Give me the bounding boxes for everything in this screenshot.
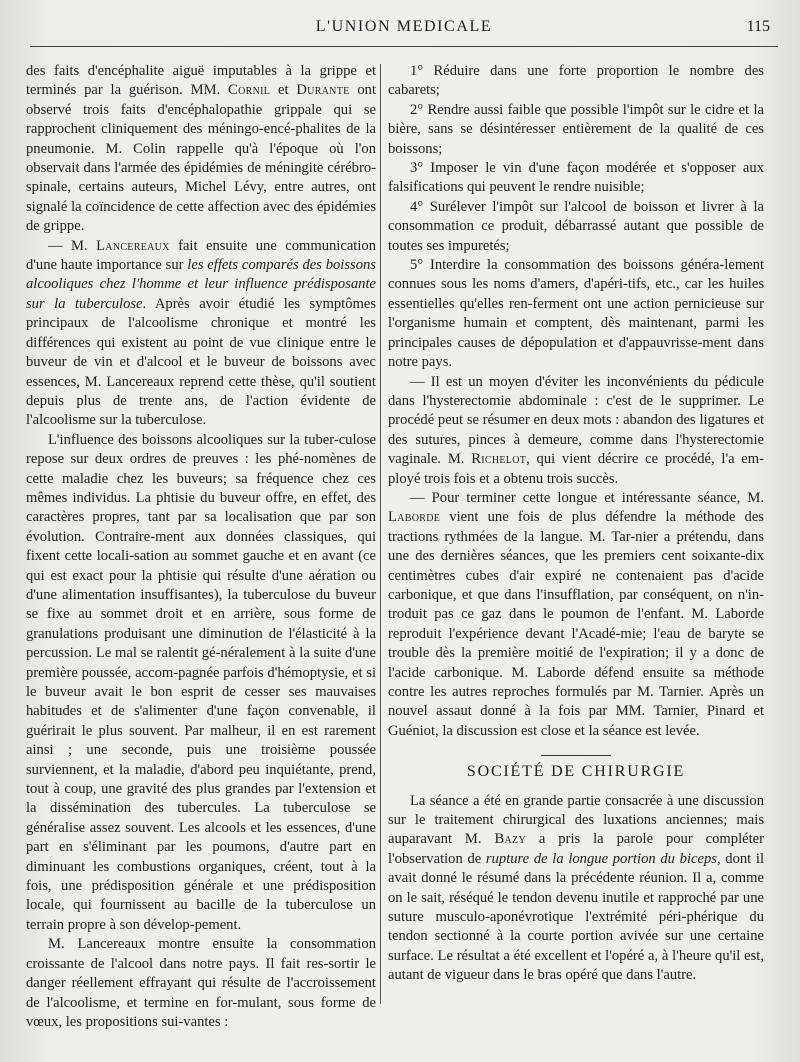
- text-run: fait ensuite une communication d'une haute importance sur: [26, 237, 377, 274]
- section-rule: [541, 755, 611, 756]
- paragraph-consommation: M. Lancereaux montre ensuite la consommation croissante de l'alcool dans notre pays. Il fait res-sortir le danger réellement effrayant qui résulte de l'accroissement de l'alcoolisme, et termine en for-mulant, sous forme de vœux, les propositions sui-vantes :: [26, 936, 376, 1030]
- text-run: — M.: [48, 237, 97, 254]
- text-run: vient une fois de plus défendre la méthode des tractions rythmées de la langue. M. Tar-nier a prétendu, dans une des dernières séances, que les premiers cent soixante-dix centimètres cubes d'air expiré ne contenaient pas d'acide carbonique, et que dans l'insufflation, par conséquent, on n'in-troduit pas ce gaz dans le poumon de l'enfant. M. Laborde reproduit l'expérience devant l'Acadé-mie; l'eau de baryte se trouble dès la première moitié de l'expiration; il y a donc de l'acide carbonique. M. Laborde défend ensuite sa méthode contre les autres reproches formulés par M. Tarnier. Après un nouvel assaut donné à la fois par MM. Tarnier, Pinard et Guéniot, la discussion est close et la séance est levée.: [388, 509, 764, 739]
- page-number: 115: [746, 18, 770, 35]
- author-name: Cornil: [228, 82, 271, 99]
- paragraph-laborde: [388, 489, 764, 741]
- proposition-1: 1° Réduire dans une forte proportion le nombre des cabarets;: [388, 63, 764, 99]
- author-name: Richelot: [471, 451, 527, 468]
- proposition-3: 3° Imposer le vin d'une façon modérée et s'opposer aux falsifications qui peuvent le rendre nuisible;: [388, 160, 764, 196]
- paragraph-hysterectomie: [388, 373, 764, 489]
- observation-title: rupture de la longue portion du biceps: [485, 850, 717, 867]
- author-name: Laborde: [388, 509, 441, 526]
- proposition-5: 5° Interdire la consommation des boissons généra-lement connues sous les noms d'amers, d'apéri-tifs, etc., car les huiles essentielles qu'elles ren-ferment ont une action pernicieuse sur l'organisme humain et comptent, dès maintenant, parmi les principales causes de dépopulation et d'appauvrisse-ment dans notre pays.: [388, 257, 764, 371]
- running-header: [28, 18, 780, 44]
- text-run: — Pour terminer cette longue et intéressante séance, M.: [410, 489, 764, 506]
- text-run: La séance a été en grande partie consacrée à une discussion sur le traitement chirurgical des luxations anciennes; mais auparavant M.: [388, 792, 764, 848]
- proposition-2: 2° Rendre aussi faible que possible l'impôt sur le cidre et la bière, sans se désintéresser entièrement de la qualité de ces boissons;: [388, 101, 764, 157]
- column-divider: [380, 64, 381, 1004]
- paragraph-encephalite: [26, 62, 376, 237]
- paragraph-chirurgie: [388, 792, 764, 986]
- paragraph-lancereaux: [26, 237, 376, 431]
- journal-title: L'UNION MEDICALE: [315, 18, 493, 35]
- text-run: a pris la parole pour compléter l'observation de: [388, 831, 764, 867]
- text-run: . Après avoir étudié les symptômes principaux de l'alcoolisme chronique et montré les différences qui existent au point de vue clinique entre le buveur de vin et d'alcool et le buveur de boissons avec essences, M. Lancereaux reprend cette thèse, qu'il soutient depuis plus de trente ans, de l'action évidente de l'alcoolisme sur la tuberculose.: [26, 295, 376, 429]
- proposition-4: 4° Surélever l'impôt sur l'alcool de boisson et livrer à la consommation ce produit, débarrassé autant que possible de toutes ses impuretés;: [388, 198, 764, 254]
- section-heading: [388, 755, 764, 781]
- text-run: — Il est un moyen d'éviter les inconvénients du pédicule dans l'hysterectomie abdominale : c'est de le supprimer. Le procédé peut se résumer en deux mots : abandon des ligatures et des sutures, pinces à demeure, comme dans l'hysterectomie vaginale. M.: [388, 373, 764, 468]
- communication-title: les effets comparés des boissons alcooliques chez l'homme et leur influence prédisposante sur la tuberculose: [26, 257, 376, 312]
- section-title: SOCIÉTÉ DE CHIRURGIE: [466, 763, 686, 781]
- text-run: et: [270, 82, 297, 99]
- left-column: [26, 62, 376, 1032]
- right-column: [388, 62, 764, 986]
- author-name: Lancereaux: [96, 237, 170, 254]
- text-run: , qui vient décrire ce procédé, l'a em-ployé trois fois et a obtenu trois succès.: [388, 451, 764, 487]
- text-run: des faits d'encéphalite aiguë imputables à la grippe et terminés par la guérison. MM.: [26, 63, 376, 99]
- author-name: Bazy: [494, 831, 526, 848]
- text-run: , dont il avait donné le résumé dans la précédente réunion. Il a, comme on le sait, réséqué le tendon devenu inutile et rapproché par une suture musculo-aponévrotique l'extrémité péri-phérique du tendon sectionné à la courte portion avivée sur une certaine surface. Le résultat a été excellent et l'opéré a, à l'heure qu'il est, autant de vigueur dans le bras opéré que dans l'autre.: [388, 850, 765, 984]
- paragraph-tuberculose: L'influence des boissons alcooliques sur la tuber-culose repose sur deux ordres de preuves : les phé-nomènes de cette maladie chez les buveurs; sa fréquence chez ces mêmes individus. La phtisie du buveur offre, en effet, des caractères propres, tant par sa localisation que par son évolution. Contraire-ment aux données classiques, qui fixent cette locali-sation au sommet gauche et en avant (ce qui est exact pour la phtisie qui résulte d'une aération ou d'une alimentation insuffisantes), la tuberculose du buveur se fixe au sommet droit et en arrière, sous forme de granulations produisant une diminution de l'élasticité à la percussion. Le mal se ralentit gé-néralement à la suite d'une première poussée, accom-pagnée parfois d'hémoptysie, et si le buveur avait le bon esprit de cesser ses mauvaises habitudes et de s'alimenter d'une façon convenable, il guérirait le plus souvent. Par malheur, il en est rarement ainsi ; une seconde, puis une troisième poussée surviennent, et la maladie, d'abord peu inquiétante, prend, tout à coup, une gravité des plus grandes par l'extension et la dissémination des tubercules. La tuberculose se généralise assez souvent. Les alcools et les essences, d'une part en s'éliminant par les poumons, d'autre part en diminuant les combustions organiques, créent, tout à la fois, une prédisposition générale et une prédisposition locale, qui fournissent au bacille de la tuberculose un terrain propre à son dévelop-pement.: [26, 431, 376, 933]
- author-name: Durante: [296, 82, 350, 99]
- header-rule: [30, 46, 778, 47]
- text-run: ont observé trois faits d'encéphalopathie grippale qui se rapprochent cliniquement des méningo-encé-phalites de la pneumonie. M. Colin rappelle qu'à l'époque où l'on observait dans l'armée des épidémies de méningite cérébro-spinale, certains auteurs, Michel Lévy, entre autres, ont signalé la coïncidence de cette affection avec des épidémies de grippe.: [26, 82, 377, 235]
